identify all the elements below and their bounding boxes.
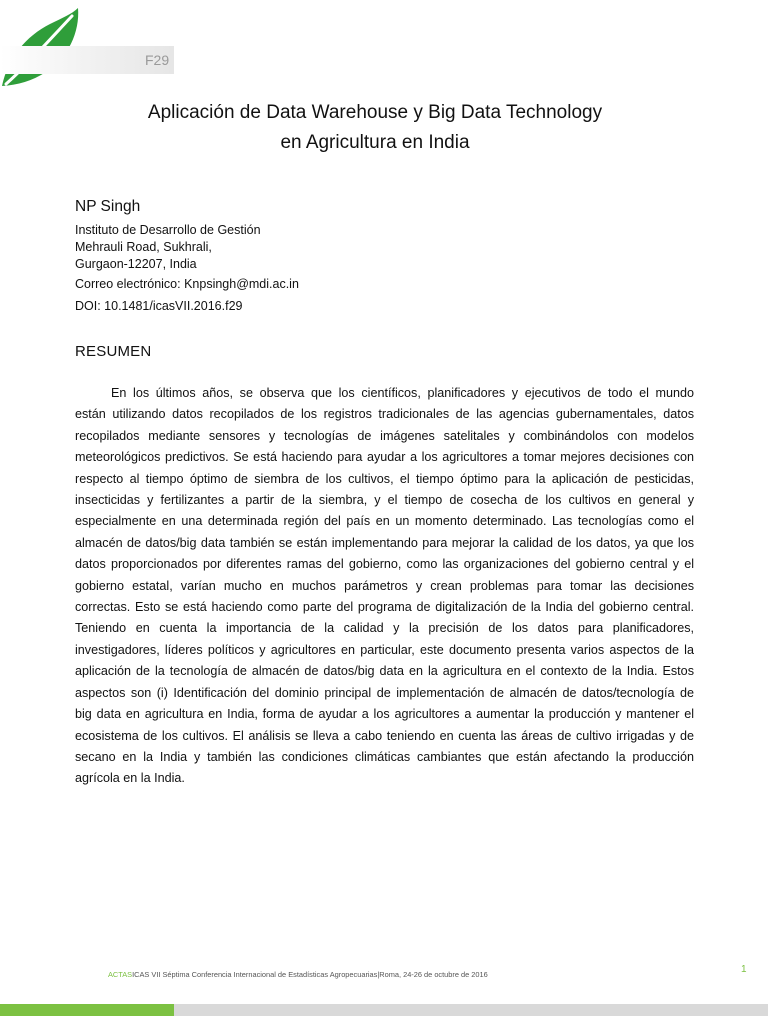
abstract-line: Teniendo en cuenta la importancia de la calidad y la precisión de los datos para planificadores, (75, 621, 694, 636)
abstract-line: correctas. Esto se está haciendo como parte del programa de digitalización de la India del gobierno central. (75, 600, 694, 615)
page-title (0, 98, 750, 158)
abstract-line: ecosistema de los cultivos. El análisis se lleva a cabo teniendo en cuenta las áreas de cultivo irrigadas y de (75, 728, 694, 743)
abstract-line: secano en la India y también las condiciones climáticas cambiantes que están afectando la producción (75, 749, 694, 764)
abstract-heading: RESUMEN (75, 343, 152, 360)
abstract-line: aplicación de la tecnología de almacén de datos/big data en la agricultura en el contexto de la India. Estos (75, 664, 694, 679)
footer-text: ICAS VII Séptima Conferencia Internacional de Estadísticas Agropecuarias|Roma, 24-26 de octubre de 2016 (132, 970, 488, 979)
title-line-2: en Agricultura en India (280, 132, 470, 153)
abstract-line: aspectos son (i) Identificación del dominio principal de implementación de almacén de datos/tecnología de (75, 685, 694, 700)
abstract-line: big data en agricultura en India, forma de ayudar a los agricultores a aumentar la producción y mantener el (75, 707, 694, 722)
abstract-line: agrícola en la India. (75, 771, 185, 786)
footer-citation (108, 970, 488, 979)
title-line-1: Aplicación de Data Warehouse y Big Data Technology (147, 102, 603, 123)
abstract-line: meteorológicos predictivos. Se está haciendo para ayudar a los agricultores a tomar mejores decisiones con (75, 450, 694, 465)
affiliation-line: Instituto de Desarrollo de Gestión (75, 223, 261, 237)
doi: DOI: 10.1481/icasVII.2016.f29 (75, 299, 243, 313)
abstract-line: almacén de datos/big data también se están implementando para mejorar la calidad de los datos, ya que los (75, 535, 694, 550)
footer-bar-grey (174, 1004, 768, 1016)
author-name: NP Singh (75, 198, 141, 215)
abstract-line: especialmente en una determinada región del país en un momento determinado. Las tecnologías como el (75, 514, 694, 529)
abstract-line: En los últimos años, se observa que los científicos, planificadores y ejecutivos de todo el mundo (111, 386, 694, 400)
author-affiliation (75, 222, 261, 273)
abstract-line: datos proporcionados por diferentes ramas del gobierno, como las organizaciones del gobierno central y el (75, 557, 694, 572)
page-number: 1 (741, 964, 747, 975)
abstract-line: gobierno estatal, varían mucho en muchos parámetros y crean problemas para tomar las decisiones (75, 578, 694, 593)
affiliation-line: Gurgaon-12207, India (75, 257, 197, 271)
abstract-line: recopilados mediante sensores y tecnologías de imágenes satelitales y combinándolos con modelos (75, 428, 694, 443)
footer-accent: ACTAS (108, 970, 133, 979)
abstract-line: insecticidas y fertilizantes a partir de la siembra, y el tiempo de cosecha de los cultivos en general y (75, 493, 694, 508)
abstract-line: respecto al tiempo óptimo de siembra de los cultivos, el tiempo óptimo para la aplicación de pesticidas, (75, 471, 694, 486)
page-code: F29 (145, 52, 170, 68)
abstract-line: están utilizando datos recopilados de los registros tradicionales de las agencias gubernamentales, datos (75, 407, 694, 422)
author-email: Correo electrónico: Knpsingh@mdi.ac.in (75, 277, 299, 291)
abstract-body (75, 383, 694, 790)
affiliation-line: Mehrauli Road, Sukhrali, (75, 240, 212, 254)
abstract-line: investigadores, líderes políticos y agricultores en particular, este documento presenta varios aspectos de la (75, 642, 694, 657)
footer-bar-green (0, 1004, 174, 1016)
